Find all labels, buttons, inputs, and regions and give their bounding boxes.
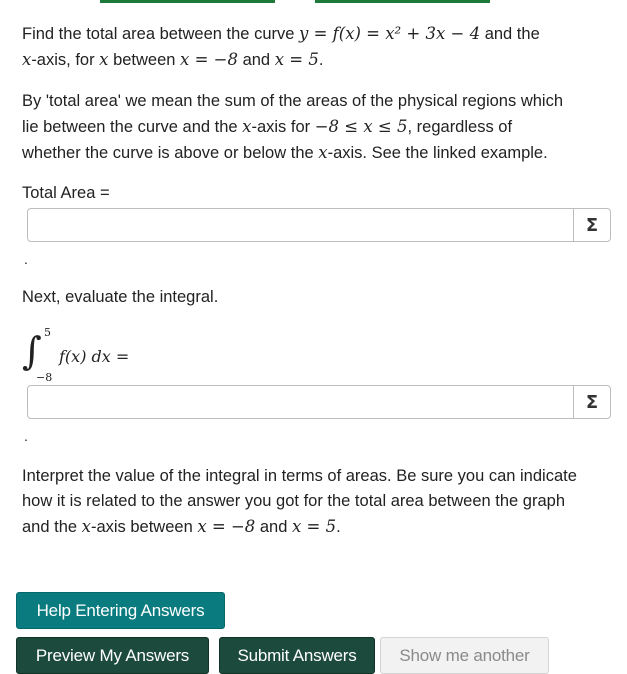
definition-text: whether the curve is above or below the [22, 144, 319, 162]
top-button-edge-left [100, 0, 275, 3]
definition-text: lie between the curve and the [22, 118, 243, 136]
interval: −8 ≤ x ≤ 5 [314, 117, 408, 136]
intro-text: and the [480, 25, 540, 43]
var-x: x [99, 50, 109, 69]
preview-answers-button[interactable]: Preview My Answers [16, 637, 209, 674]
interpretation-text: . [336, 518, 341, 536]
var-x: x [81, 517, 91, 536]
submit-answers-button[interactable]: Submit Answers [219, 637, 375, 674]
total-area-answer-box [27, 208, 611, 242]
interpretation-text: -axis between [90, 518, 198, 536]
upper-bound: x = 5 [292, 517, 337, 536]
interpretation-text: and the [22, 518, 82, 536]
total-area-definition [22, 89, 607, 166]
curve-equation: y = f(x) = x² + 3x − 4 [299, 24, 481, 43]
definition-text: By 'total area' we mean the sum of the areas of the physical regions which [22, 92, 564, 110]
integral-sign: ∫ [22, 329, 42, 373]
intro-text: between [108, 51, 181, 69]
integral-expression [22, 326, 222, 386]
question-intro [22, 21, 607, 73]
integral-input[interactable] [28, 386, 573, 418]
show-another-button[interactable]: Show me another [380, 637, 549, 674]
total-area-label: Total Area = [22, 184, 110, 202]
intro-text: Find the total area between the curve [22, 25, 300, 43]
definition-text: -axis for [251, 118, 315, 136]
var-x: x [242, 117, 252, 136]
separator-dot: . [24, 428, 28, 444]
intro-text: and [238, 51, 275, 69]
help-entering-answers-button[interactable]: Help Entering Answers [16, 592, 225, 629]
integrand: f(x) dx = [59, 347, 130, 366]
var-x: x [22, 50, 32, 69]
lower-bound: x = −8 [180, 50, 238, 69]
definition-text: -axis. See the linked example. [327, 144, 548, 162]
next-instruction: Next, evaluate the integral. [22, 288, 219, 306]
intro-text: -axis, for [31, 51, 100, 69]
integral-answer-box [27, 385, 611, 419]
interpretation-text: and [255, 518, 292, 536]
equation-editor-button[interactable] [573, 386, 610, 418]
interpretation-text: how it is related to the answer you got for the total area between the graph [22, 492, 566, 510]
equation-editor-button[interactable] [573, 209, 610, 241]
total-area-input[interactable] [28, 209, 573, 241]
sigma-icon: Σ [585, 391, 599, 413]
var-x: x [318, 143, 328, 162]
interpretation-prompt [22, 464, 607, 540]
lower-bound: x = −8 [197, 517, 256, 536]
integral-upper-limit: 5 [44, 326, 51, 339]
intro-text: . [318, 51, 324, 69]
separator-dot: . [24, 251, 28, 267]
upper-bound: x = 5 [274, 50, 319, 69]
definition-text: , regardless of [407, 118, 513, 136]
top-button-edge-right [315, 0, 490, 3]
integral-lower-limit: −8 [36, 371, 53, 384]
interpretation-text: Interpret the value of the integral in terms of areas. Be sure you can indicate [22, 467, 577, 485]
sigma-icon: Σ [585, 214, 599, 236]
